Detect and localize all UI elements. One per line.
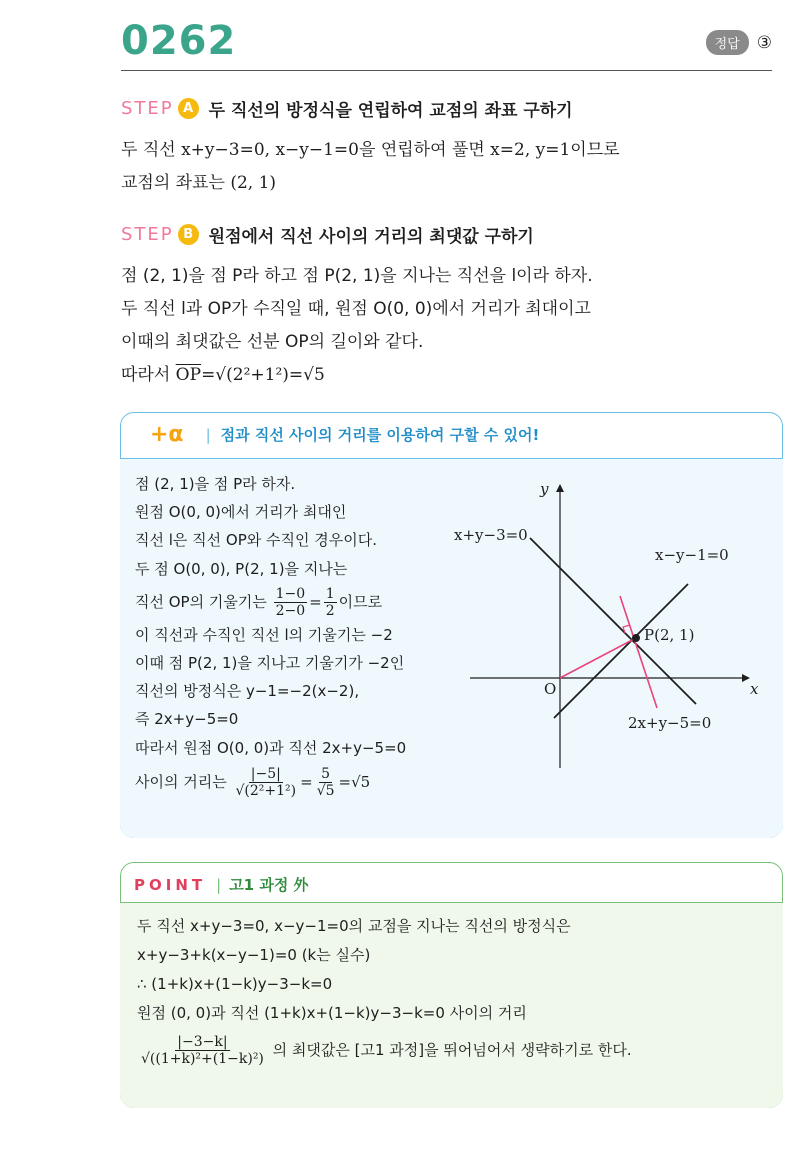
numerator: 1 xyxy=(325,585,335,602)
text-span: 이므로 xyxy=(338,592,383,611)
step-word: STEP xyxy=(121,98,174,119)
point-p-label: P(2, 1) xyxy=(644,626,695,644)
point-line-fraction xyxy=(137,1028,632,1072)
alpha-line: 즉 2x+y−5=0 xyxy=(135,710,239,729)
alpha-box-header xyxy=(150,422,539,447)
point-line: x+y−3+k(x−y−1)=0 (k는 실수) xyxy=(137,946,371,964)
x-axis-arrow-icon xyxy=(742,674,750,682)
text-span: 이므로 xyxy=(570,140,620,160)
alpha-line: 따라서 원점 O(0, 0)과 직선 2x+y−5=0 xyxy=(135,738,407,757)
denominator: 2−0 xyxy=(275,602,306,619)
problem-number: 0262 xyxy=(121,18,237,64)
point-box-header xyxy=(134,874,309,895)
answer-value: ③ xyxy=(756,32,772,53)
origin-label: O xyxy=(544,680,557,698)
text-span: 따라서 xyxy=(121,365,176,385)
solution: x=2, y=1 xyxy=(490,140,571,160)
step-b-heading xyxy=(121,222,534,247)
line-2x-plus-y-minus-5 xyxy=(620,596,657,708)
slope-fraction xyxy=(274,586,308,619)
answer xyxy=(706,30,772,55)
label-x-plus-y-minus-3: x+y−3=0 xyxy=(454,526,528,544)
alpha-line: 점 (2, 1)을 점 P라 하자. xyxy=(135,475,296,493)
step-a-title: 두 직선의 방정식을 연립하여 교점의 좌표 구하기 xyxy=(208,101,573,121)
alpha-line: 직선 l은 직선 OP와 수직인 경우이다. xyxy=(135,531,377,550)
alpha-line: 직선의 방정식은 y−1=−2(x−2), xyxy=(135,682,360,701)
header-divider xyxy=(121,70,772,71)
step-a-heading xyxy=(121,96,573,121)
point-box-title: 고1 과정 外 xyxy=(229,876,309,894)
point-line: 원점 (0, 0)과 직선 (1+k)x+(1−k)y−3−k=0 사이의 거리 xyxy=(137,1004,527,1022)
alpha-line: 이 직선과 수직인 직선 l의 기울기는 −2 xyxy=(135,625,393,644)
text-span: 두 직선 xyxy=(121,140,182,160)
step-b-text xyxy=(121,260,593,392)
step-word: STEP xyxy=(121,224,174,245)
numerator: 1−0 xyxy=(275,585,306,602)
segment-op: $\overline{OP}$ xyxy=(175,365,202,385)
line-x-minus-y-minus-1 xyxy=(554,584,688,718)
distance-result: =√(2²+1²)=√5 xyxy=(201,365,325,385)
alpha-line: 이때 점 P(2, 1)을 지나고 기울기가 −2인 xyxy=(135,654,405,673)
y-axis-label: y xyxy=(540,480,549,498)
divider-bar: | xyxy=(216,875,222,894)
label-x-minus-y-minus-1: x−y−1=0 xyxy=(655,546,729,564)
text-span: 사이의 거리는 xyxy=(135,772,227,791)
step-a-line-2 xyxy=(121,167,620,200)
right-angle-mark xyxy=(623,625,630,633)
segment-op xyxy=(560,638,636,678)
alpha-box-text xyxy=(135,470,406,802)
x-axis-label: x xyxy=(750,680,759,698)
alpha-line: 두 점 O(0, 0), P(2, 1)을 지나는 xyxy=(135,559,348,578)
alpha-line-distance xyxy=(135,762,406,802)
step-b-line-2: 두 직선 l과 OP가 수직일 때, 원점 O(0, 0)에서 거리가 최대이고 xyxy=(121,299,591,319)
divider-bar: | xyxy=(205,425,211,444)
numerator: |−3−k| xyxy=(177,1034,228,1050)
step-a-text xyxy=(121,134,620,200)
numerator: 5 xyxy=(321,765,331,782)
alpha-box-title: 점과 직선 사이의 거리를 이용하여 구할 수 있어! xyxy=(220,426,540,444)
step-b-line-4 xyxy=(121,359,593,392)
distance-result: =√5 xyxy=(338,772,371,791)
equals-sign: = xyxy=(309,592,322,611)
text-span: 교점의 좌표는 xyxy=(121,173,231,193)
step-b-line-1: 점 (2, 1)을 점 P라 하고 점 P(2, 1)을 지나는 직선을 l이라 하자. xyxy=(121,266,593,286)
plus-alpha-icon: +α xyxy=(150,422,184,447)
y-axis-arrow-icon xyxy=(556,484,564,492)
intersection-point: (2, 1) xyxy=(230,173,277,193)
point-line: 두 직선 x+y−3=0, x−y−1=0의 교점을 지나는 직선의 방정식은 xyxy=(137,917,571,935)
distance-fraction xyxy=(139,1034,266,1067)
denominator: √5 xyxy=(316,782,335,799)
alpha-line-slope xyxy=(135,583,406,621)
step-letter-b: B xyxy=(178,224,199,245)
step-b-line-3: 이때의 최댓값은 선분 OP의 길이와 같다. xyxy=(121,332,424,352)
distance-fraction xyxy=(234,766,299,799)
distance-value-fraction xyxy=(315,766,337,799)
step-a-line-1 xyxy=(121,134,620,167)
text-span: 을 연립하여 풀면 xyxy=(359,140,491,160)
denominator: √(2²+1²) xyxy=(235,782,297,799)
step-letter-a: A xyxy=(178,98,199,119)
answer-badge: 정답 xyxy=(706,30,749,55)
text-span: 의 최댓값은 [고1 과정]을 뛰어넘어서 생략하기로 한다. xyxy=(272,1041,632,1059)
text-span: 직선 OP의 기울기는 xyxy=(135,592,267,611)
point-line: ∴ (1+k)x+(1−k)y−3−k=0 xyxy=(137,975,333,993)
numerator: |−5| xyxy=(250,765,281,782)
denominator: 2 xyxy=(325,602,335,619)
point-p xyxy=(632,634,640,642)
denominator: √((1+k)²+(1−k)²) xyxy=(141,1051,264,1067)
equals-sign: = xyxy=(300,772,313,791)
equations: x+y−3=0, x−y−1=0 xyxy=(181,140,359,160)
label-2x-plus-y-minus-5: 2x+y−5=0 xyxy=(628,714,712,732)
coordinate-graph xyxy=(450,478,770,768)
alpha-line: 원점 O(0, 0)에서 거리가 최대인 xyxy=(135,503,347,522)
slope-value-fraction xyxy=(324,586,337,619)
step-b-title: 원점에서 직선 사이의 거리의 최댓값 구하기 xyxy=(208,227,534,247)
point-word: POINT xyxy=(134,875,207,894)
point-box-text xyxy=(137,912,632,1072)
